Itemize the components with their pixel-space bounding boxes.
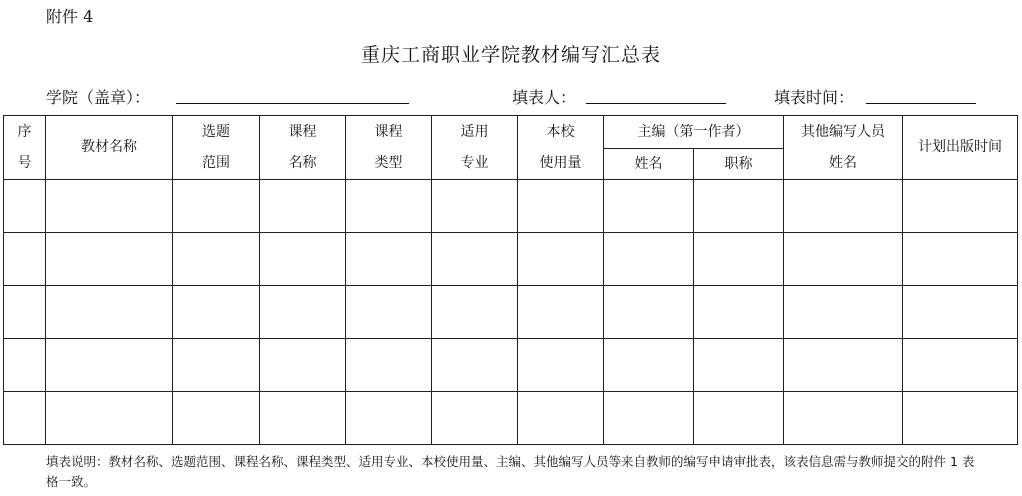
table-cell[interactable] <box>784 339 903 392</box>
table-cell[interactable] <box>604 233 694 286</box>
page-title: 重庆工商职业学院教材编写汇总表 <box>360 44 661 66</box>
table-cell[interactable] <box>694 233 784 286</box>
header-chief-title: 职称 <box>694 149 784 180</box>
attachment-label: 附件 4 <box>46 7 94 26</box>
table-cell[interactable] <box>260 180 346 233</box>
table-cell[interactable] <box>46 392 173 445</box>
table-cell[interactable] <box>903 286 1018 339</box>
header-seq: 序 号 <box>4 116 46 180</box>
table-cell[interactable] <box>903 339 1018 392</box>
table-cell[interactable] <box>432 286 518 339</box>
table-cell[interactable] <box>4 392 46 445</box>
filler-field[interactable] <box>586 103 726 104</box>
table-cell[interactable] <box>260 392 346 445</box>
table-cell[interactable] <box>518 339 604 392</box>
table-cell[interactable] <box>4 339 46 392</box>
table-cell[interactable] <box>903 233 1018 286</box>
table-cell[interactable] <box>903 180 1018 233</box>
table-cell[interactable] <box>604 286 694 339</box>
table-cell[interactable] <box>604 392 694 445</box>
header-course-name: 课程 名称 <box>260 116 346 180</box>
table-cell[interactable] <box>694 339 784 392</box>
table-cell[interactable] <box>604 339 694 392</box>
table-cell[interactable] <box>784 286 903 339</box>
table-cell[interactable] <box>46 286 173 339</box>
school-stamp-label: 学院（盖章）： <box>46 88 151 107</box>
fill-time-label: 填表时间： <box>774 88 855 107</box>
fill-time-field[interactable] <box>866 103 976 104</box>
table-cell[interactable] <box>784 180 903 233</box>
table-cell[interactable] <box>432 339 518 392</box>
header-planned-publish-time: 计划出版时间 <box>903 116 1018 180</box>
table-cell[interactable] <box>694 392 784 445</box>
table-cell[interactable] <box>173 339 260 392</box>
table-cell[interactable] <box>346 233 432 286</box>
table-row <box>4 180 1018 233</box>
header-course-type: 课程 类型 <box>346 116 432 180</box>
table-cell[interactable] <box>784 392 903 445</box>
table-row <box>4 392 1018 445</box>
table-cell[interactable] <box>432 233 518 286</box>
table-cell[interactable] <box>518 286 604 339</box>
textbook-summary-table <box>3 115 1018 445</box>
table-cell[interactable] <box>694 180 784 233</box>
table-cell[interactable] <box>784 233 903 286</box>
table-cell[interactable] <box>346 392 432 445</box>
table-cell[interactable] <box>260 339 346 392</box>
table-cell[interactable] <box>173 180 260 233</box>
table-cell[interactable] <box>518 233 604 286</box>
table-cell[interactable] <box>260 286 346 339</box>
table-row <box>4 233 1018 286</box>
table-cell[interactable] <box>4 286 46 339</box>
header-school-usage: 本校 使用量 <box>518 116 604 180</box>
header-chief-name: 姓名 <box>604 149 694 180</box>
table-cell[interactable] <box>260 233 346 286</box>
table-cell[interactable] <box>518 180 604 233</box>
header-applicable-major: 适用 专业 <box>432 116 518 180</box>
table-cell[interactable] <box>903 392 1018 445</box>
table-cell[interactable] <box>432 180 518 233</box>
header-other-authors: 其他编写人员 姓名 <box>784 116 903 180</box>
table-cell[interactable] <box>346 339 432 392</box>
table-cell[interactable] <box>4 233 46 286</box>
table-row <box>4 339 1018 392</box>
table-cell[interactable] <box>46 339 173 392</box>
table-cell[interactable] <box>346 180 432 233</box>
table-cell[interactable] <box>173 286 260 339</box>
table-row <box>4 286 1018 339</box>
table-cell[interactable] <box>432 392 518 445</box>
table-cell[interactable] <box>346 286 432 339</box>
filler-label: 填表人： <box>512 88 577 107</box>
table-cell[interactable] <box>46 180 173 233</box>
table-cell[interactable] <box>4 180 46 233</box>
table-cell[interactable] <box>173 233 260 286</box>
header-topic-scope: 选题 范围 <box>173 116 260 180</box>
header-textbook-name: 教材名称 <box>46 116 173 180</box>
table-cell[interactable] <box>694 286 784 339</box>
header-chief-editor: 主编（第一作者） <box>604 116 784 149</box>
table-cell[interactable] <box>604 180 694 233</box>
table-cell[interactable] <box>173 392 260 445</box>
school-stamp-field[interactable] <box>176 103 409 104</box>
fill-instructions: 填表说明：教材名称、选题范围、课程名称、课程类型、适用专业、本校使用量、主编、其他编写人员等来自教师的编写申请审批表，该表信息需与教师提交的附件 1 表格一致。 <box>46 454 975 489</box>
table-cell[interactable] <box>518 392 604 445</box>
table-cell[interactable] <box>46 233 173 286</box>
